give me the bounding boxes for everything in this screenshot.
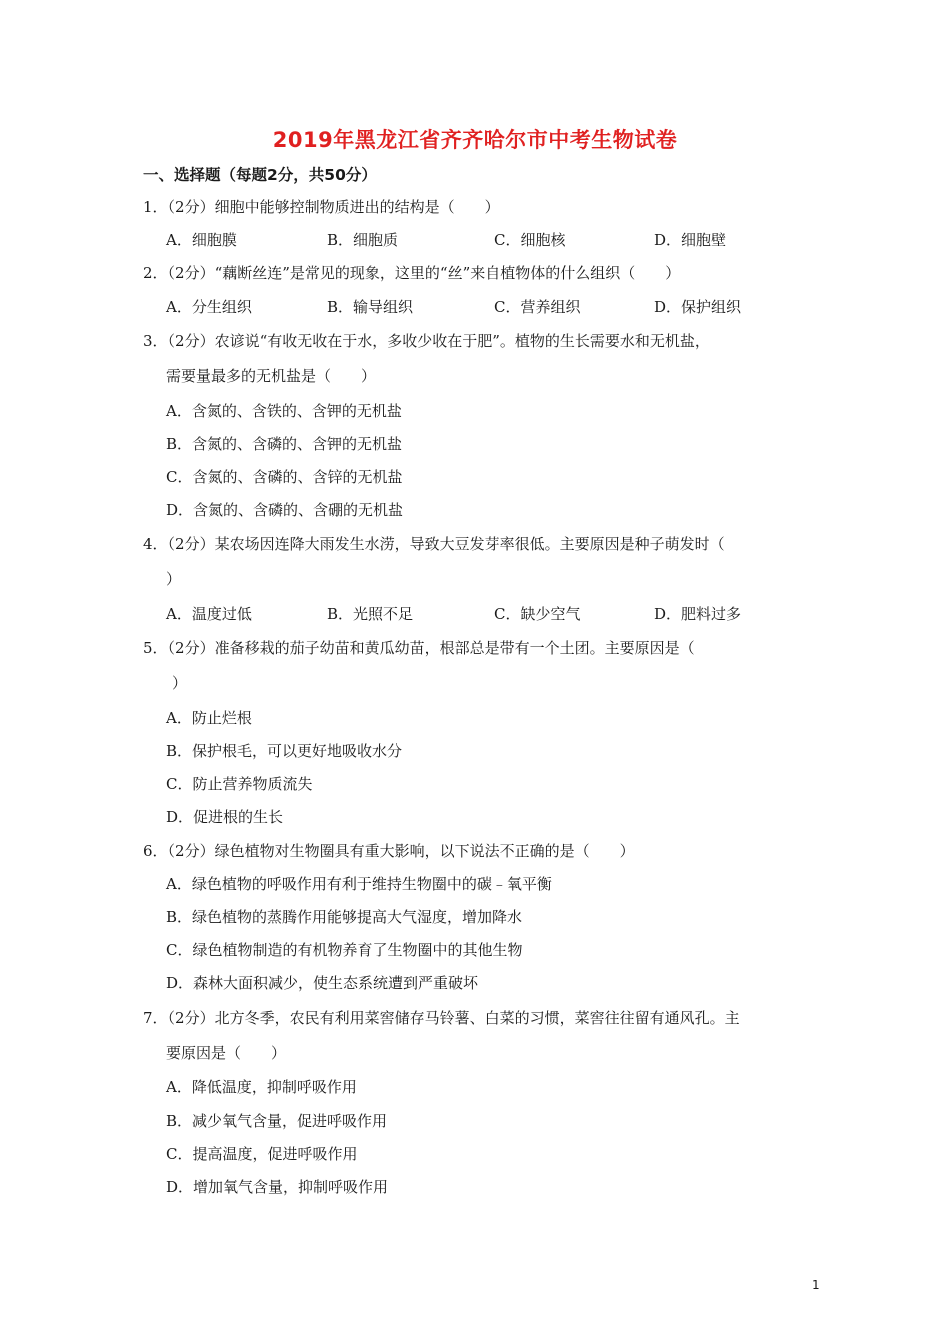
question-4-stem-cont: ） (166, 570, 182, 588)
question-3-option-b: B．含氮的、含磷的、含钾的无机盐 (166, 435, 403, 453)
question-1-stem: 1．（2分）细胞中能够控制物质进出的结构是（ ） (143, 198, 500, 216)
question-4-option-b: B．光照不足 (327, 605, 414, 623)
question-5-stem: 5．（2分）准备移栽的茄子幼苗和黄瓜幼苗，根部总是带有一个土团。主要原因是（ (143, 639, 695, 657)
question-3-stem-cont: 需要量最多的无机盐是（ ） (166, 367, 377, 385)
question-6-stem: 6．（2分）绿色植物对生物圈具有重大影响，以下说法不正确的是（ ） (143, 842, 635, 860)
question-3-option-c: C．含氮的、含磷的、含锌的无机盐 (166, 468, 403, 486)
question-1-option-a: A．细胞膜 (166, 231, 237, 249)
question-7-option-c: C．提高温度，促进呼吸作用 (166, 1145, 358, 1163)
question-2-option-c: C．营养组织 (494, 298, 581, 316)
question-5-stem-cont: ） (172, 674, 188, 692)
question-3-option-a: A．含氮的、含铁的、含钾的无机盐 (166, 402, 402, 420)
question-3-stem: 3．（2分）农谚说“有收无收在于水，多收少收在于肥”。植物的生长需要水和无机盐， (143, 332, 710, 350)
question-2-option-a: A．分生组织 (166, 298, 252, 316)
question-7-stem-cont: 要原因是（ ） (166, 1044, 287, 1062)
question-6-option-b: B．绿色植物的蒸腾作用能够提高大气湿度，增加降水 (166, 908, 523, 926)
question-7-option-b: B．减少氧气含量，促进呼吸作用 (166, 1112, 388, 1130)
question-5-option-a: A．防止烂根 (166, 709, 252, 727)
page-number: 1 (812, 1278, 820, 1292)
question-1-option-b: B．细胞质 (327, 231, 399, 249)
question-6-option-a: A．绿色植物的呼吸作用有利于维持生物圈中的碳﹣氧平衡 (166, 875, 552, 893)
question-5-option-d: D．促进根的生长 (166, 808, 284, 826)
question-4-option-d: D．肥料过多 (654, 605, 742, 623)
question-6-option-d: D．森林大面积减少，使生态系统遭到严重破坏 (166, 974, 479, 992)
question-5-option-c: C．防止营养物质流失 (166, 775, 313, 793)
question-4-option-a: A．温度过低 (166, 605, 252, 623)
question-2-option-b: B．输导组织 (327, 298, 414, 316)
question-7-stem: 7．（2分）北方冬季，农民有利用菜窖储存马铃薯、白菜的习惯，菜窖往往留有通风孔。主 (143, 1009, 740, 1027)
question-3-option-d: D．含氮的、含磷的、含硼的无机盐 (166, 501, 404, 519)
exam-title: 2019年黑龙江省齐齐哈尔市中考生物试卷 (272, 128, 678, 152)
question-4-option-c: C．缺少空气 (494, 605, 581, 623)
question-7-option-d: D．增加氧气含量，抑制呼吸作用 (166, 1178, 389, 1196)
question-1-option-d: D．细胞壁 (654, 231, 727, 249)
question-7-option-a: A．降低温度，抑制呼吸作用 (166, 1078, 357, 1096)
section-heading: 一、选择题（每题2分，共50分） (143, 166, 377, 184)
question-2-option-d: D．保护组织 (654, 298, 742, 316)
question-4-stem: 4．（2分）某农场因连降大雨发生水涝，导致大豆发芽率很低。主要原因是种子萌发时（ (143, 535, 725, 553)
question-2-stem: 2．（2分）“藕断丝连”是常见的现象，这里的“丝”来自植物体的什么组织（ ） (143, 264, 681, 282)
question-5-option-b: B．保护根毛，可以更好地吸收水分 (166, 742, 403, 760)
question-6-option-c: C．绿色植物制造的有机物养育了生物圈中的其他生物 (166, 941, 523, 959)
question-1-option-c: C．细胞核 (494, 231, 566, 249)
